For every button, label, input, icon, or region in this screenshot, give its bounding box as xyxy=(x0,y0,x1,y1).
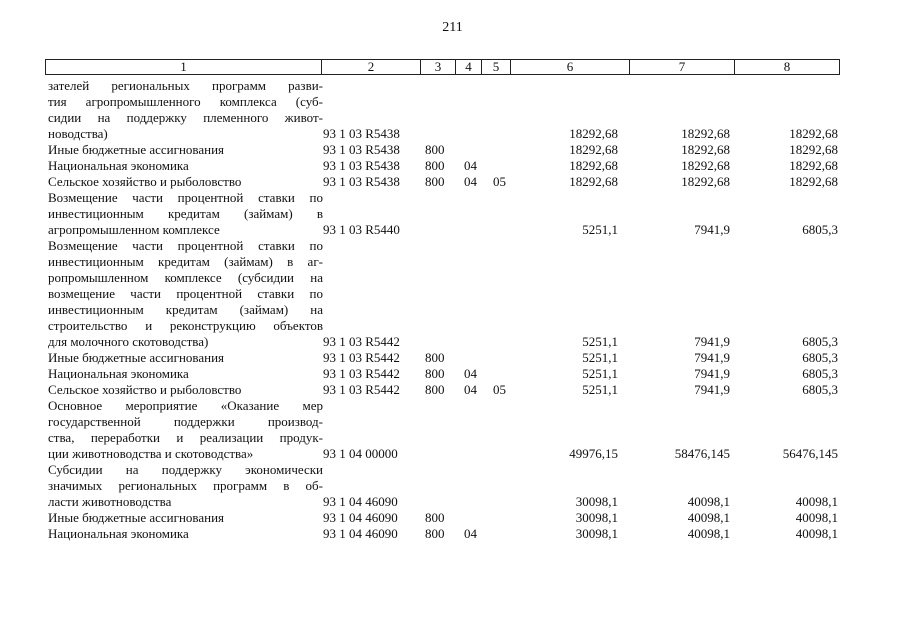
table-row xyxy=(48,398,838,462)
column-header-5: 5 xyxy=(482,60,511,75)
row-name-line: Иные бюджетные ассигнования xyxy=(48,510,225,525)
row-name-line: инвестиционным кредитам (займам) в xyxy=(48,206,323,221)
page-number: 211 xyxy=(442,20,463,35)
row-amount-col6: 18292,68 xyxy=(569,142,618,157)
row-amount-col6: 5251,1 xyxy=(582,222,618,237)
row-code: 93 1 03 R5438 xyxy=(323,158,400,173)
row-name xyxy=(48,158,323,174)
row-amount-col6: 5251,1 xyxy=(582,382,618,397)
row-amount-col6: 30098,1 xyxy=(575,510,618,525)
column-header-4: 4 xyxy=(456,60,482,75)
column-header-7: 7 xyxy=(630,60,735,75)
table-row xyxy=(48,158,838,174)
row-amount-col7: 58476,145 xyxy=(674,446,730,461)
row-name-line: инвестиционным кредитам (займам) на xyxy=(48,302,323,317)
row-name-line: Сельское хозяйство и рыболовство xyxy=(48,382,242,397)
row-name-line: Сельское хозяйство и рыболовство xyxy=(48,174,242,189)
row-code: 93 1 03 R5442 xyxy=(323,350,400,365)
row-code: 93 1 04 46090 xyxy=(323,510,398,525)
budget-table-body xyxy=(48,78,838,542)
table-row xyxy=(48,382,838,398)
table-row xyxy=(48,510,838,526)
row-amount-col7: 18292,68 xyxy=(681,158,730,173)
column-header-table xyxy=(45,59,840,75)
row-name xyxy=(48,526,323,542)
row-amount-col7: 18292,68 xyxy=(681,174,730,189)
row-expense-type: 800 xyxy=(425,350,445,365)
row-section: 04 xyxy=(464,382,477,397)
row-name-line: тия агропромышленного комплекса (суб- xyxy=(48,94,323,109)
row-expense-type: 800 xyxy=(425,142,445,157)
row-amount-col7: 7941,9 xyxy=(694,222,730,237)
row-name xyxy=(48,142,323,158)
row-name-line: Национальная экономика xyxy=(48,366,189,381)
row-name-line: инвестиционным кредитам (займам) в аг- xyxy=(48,254,323,269)
column-header-3: 3 xyxy=(421,60,456,75)
row-name-line: новодства) xyxy=(48,126,108,141)
row-subsection: 05 xyxy=(493,174,506,189)
row-expense-type: 800 xyxy=(425,366,445,381)
row-amount-col8: 6805,3 xyxy=(802,222,838,237)
row-name xyxy=(48,190,323,238)
row-name-line: Возмещение части процентной ставки по xyxy=(48,190,323,205)
row-name xyxy=(48,174,323,190)
row-code: 93 1 03 R5442 xyxy=(323,382,400,397)
row-section: 04 xyxy=(464,366,477,381)
table-row xyxy=(48,190,838,238)
row-name-line: агропромышленном комплексе xyxy=(48,222,220,237)
row-name xyxy=(48,78,323,142)
row-name xyxy=(48,238,323,350)
row-code: 93 1 04 46090 xyxy=(323,494,398,509)
row-name xyxy=(48,462,323,510)
row-name-line: ции животноводства и скотоводства» xyxy=(48,446,254,461)
row-name-line: Национальная экономика xyxy=(48,526,189,541)
row-amount-col8: 6805,3 xyxy=(802,382,838,397)
row-code: 93 1 04 46090 xyxy=(323,526,398,541)
table-row xyxy=(48,142,838,158)
row-amount-col6: 49976,15 xyxy=(569,446,618,461)
column-header-2: 2 xyxy=(322,60,421,75)
table-row xyxy=(48,526,838,542)
row-expense-type: 800 xyxy=(425,510,445,525)
row-amount-col6: 18292,68 xyxy=(569,174,618,189)
row-name-line: ропромышленном комплексе (субсидии на xyxy=(48,270,323,285)
row-amount-col7: 40098,1 xyxy=(687,526,730,541)
row-name-line: Субсидии на поддержку экономически xyxy=(48,462,323,477)
row-amount-col6: 5251,1 xyxy=(582,366,618,381)
row-code: 93 1 03 R5440 xyxy=(323,222,400,237)
row-expense-type: 800 xyxy=(425,526,445,541)
row-amount-col6: 5251,1 xyxy=(582,350,618,365)
row-amount-col8: 6805,3 xyxy=(802,366,838,381)
row-expense-type: 800 xyxy=(425,382,445,397)
row-section: 04 xyxy=(464,174,477,189)
row-name xyxy=(48,382,323,398)
row-code: 93 1 03 R5442 xyxy=(323,366,400,381)
row-amount-col8: 18292,68 xyxy=(789,126,838,141)
row-name-line: Иные бюджетные ассигнования xyxy=(48,350,225,365)
row-name xyxy=(48,350,323,366)
row-subsection: 05 xyxy=(493,382,506,397)
table-row xyxy=(48,462,838,510)
row-name-line: значимых региональных программ в об- xyxy=(48,478,323,493)
row-amount-col8: 40098,1 xyxy=(795,494,838,509)
row-name xyxy=(48,398,323,462)
table-row xyxy=(48,366,838,382)
row-amount-col6: 18292,68 xyxy=(569,158,618,173)
row-code: 93 1 04 00000 xyxy=(323,446,398,461)
row-code: 93 1 03 R5438 xyxy=(323,174,400,189)
row-amount-col8: 40098,1 xyxy=(795,510,838,525)
row-amount-col7: 40098,1 xyxy=(687,494,730,509)
column-header-1: 1 xyxy=(46,60,322,75)
row-name-line: ласти животноводства xyxy=(48,494,172,509)
row-code: 93 1 03 R5438 xyxy=(323,142,400,157)
row-name-line: для молочного скотоводства) xyxy=(48,334,209,349)
row-name-line: государственной поддержки производ- xyxy=(48,414,323,429)
row-amount-col8: 18292,68 xyxy=(789,174,838,189)
row-name-line: Иные бюджетные ассигнования xyxy=(48,142,225,157)
row-amount-col7: 18292,68 xyxy=(681,142,730,157)
row-name xyxy=(48,366,323,382)
row-amount-col6: 5251,1 xyxy=(582,334,618,349)
row-name xyxy=(48,510,323,526)
table-row xyxy=(48,350,838,366)
row-amount-col7: 40098,1 xyxy=(687,510,730,525)
row-amount-col6: 30098,1 xyxy=(575,526,618,541)
row-amount-col7: 7941,9 xyxy=(694,382,730,397)
row-amount-col8: 6805,3 xyxy=(802,334,838,349)
row-name-line: Национальная экономика xyxy=(48,158,189,173)
row-amount-col6: 30098,1 xyxy=(575,494,618,509)
row-section: 04 xyxy=(464,158,477,173)
column-header-row xyxy=(46,60,840,75)
row-name-line: сидии на поддержку племенного живот- xyxy=(48,110,323,125)
row-amount-col7: 18292,68 xyxy=(681,126,730,141)
column-header-8: 8 xyxy=(735,60,840,75)
row-amount-col8: 18292,68 xyxy=(789,142,838,157)
row-name-line: возмещение части процентной ставки по xyxy=(48,286,323,301)
row-amount-col7: 7941,9 xyxy=(694,366,730,381)
row-amount-col8: 18292,68 xyxy=(789,158,838,173)
row-name-line: Основное мероприятие «Оказание мер xyxy=(48,398,323,413)
row-amount-col8: 40098,1 xyxy=(795,526,838,541)
row-name-line: Возмещение части процентной ставки по xyxy=(48,238,323,253)
row-name-line: зателей региональных программ разви- xyxy=(48,78,323,93)
row-amount-col7: 7941,9 xyxy=(694,350,730,365)
row-expense-type: 800 xyxy=(425,174,445,189)
table-row xyxy=(48,238,838,350)
row-name-line: ства, переработки и реализации продук- xyxy=(48,430,323,445)
row-code: 93 1 03 R5438 xyxy=(323,126,400,141)
row-code: 93 1 03 R5442 xyxy=(323,334,400,349)
row-amount-col7: 7941,9 xyxy=(694,334,730,349)
row-section: 04 xyxy=(464,526,477,541)
row-amount-col6: 18292,68 xyxy=(569,126,618,141)
row-name-line: строительство и реконструкцию объектов xyxy=(48,318,323,333)
column-header-6: 6 xyxy=(511,60,630,75)
table-row xyxy=(48,78,838,142)
table-row xyxy=(48,174,838,190)
row-expense-type: 800 xyxy=(425,158,445,173)
row-amount-col8: 6805,3 xyxy=(802,350,838,365)
row-amount-col8: 56476,145 xyxy=(782,446,838,461)
